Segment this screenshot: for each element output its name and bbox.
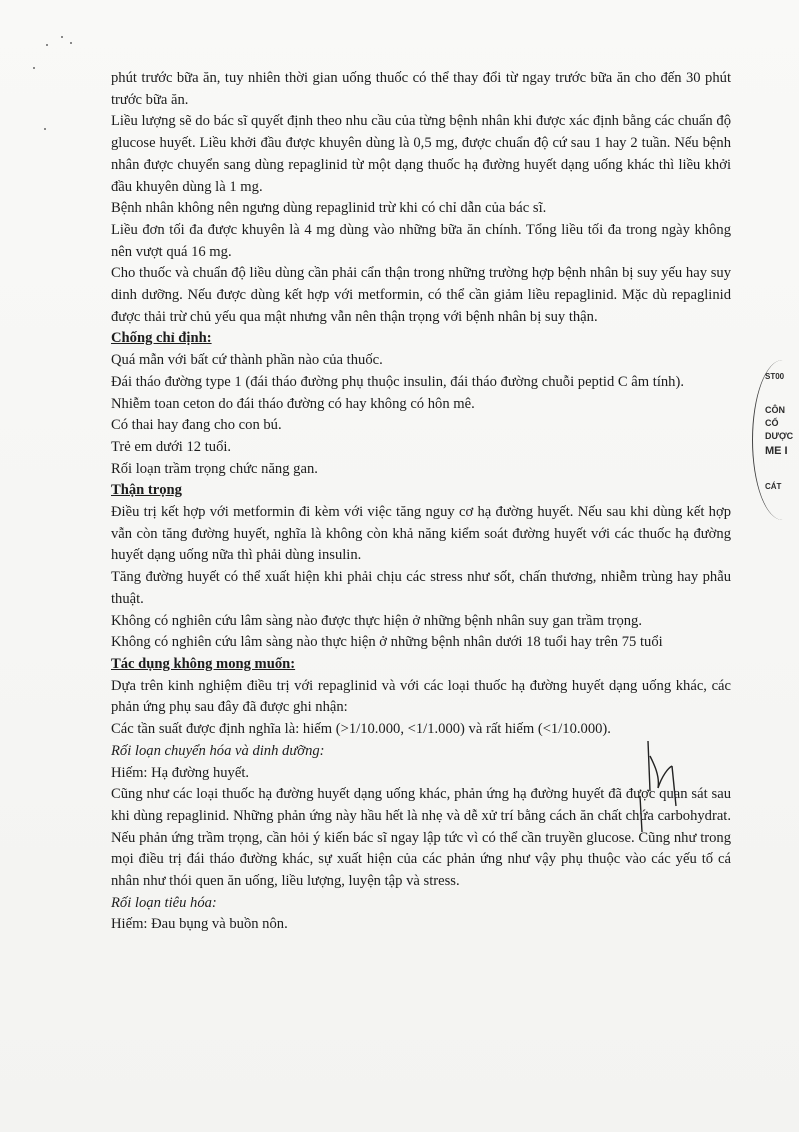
signature-mark (620, 736, 700, 836)
list-item: Trẻ em dưới 12 tuổi. (111, 438, 232, 455)
section-heading-side-effects: Tác dụng không mong muốn: (111, 655, 296, 672)
paragraph: Dựa trên kinh nghiệm điều trị với repaglinid và với các loại thuốc hạ đường huyết dạng uống khác, các phản ứng phụ sau đây đã được ghi nhận: (111, 677, 731, 716)
stamp-text: DƯỢC (765, 431, 794, 441)
paragraph: Hiếm: Hạ đường huyết. (111, 764, 250, 781)
paragraph: Cho thuốc và chuẩn độ liều dùng cần phải cẩn thận trong những trường hợp bệnh nhân bị suy yếu hay suy dinh dưỡng. Nếu được dùng kết hợp với metformin, có thể cần giảm liều repaglinid. Mặc dù repaglinid được thải trừ chủ yếu qua mật nhưng vẫn nên thận trọng với bệnh nhân bị suy thận. (111, 265, 731, 325)
stamp-text: CÔN (765, 405, 785, 415)
section-heading-contraindications: Chống chỉ định: (111, 330, 212, 347)
subheading-digestive: Rối loạn tiêu hóa: (111, 894, 217, 911)
paragraph: Điều trị kết hợp với metformin đi kèm với việc tăng nguy cơ hạ đường huyết. Nếu sau khi dùng kết hợp vẫn còn tăng đường huyết, nghĩa là không còn khả năng kiểm soát đường huyết với các thuốc hạ đường huyết dạng uống nữa thì phải dùng insulin. (111, 504, 731, 564)
paragraph: Không có nghiên cứu lâm sàng nào thực hiện ở những bệnh nhân dưới 18 tuổi hay trên 75 tuổi (111, 634, 663, 651)
list-item: Quá mẫn với bất cứ thành phần nào của thuốc. (111, 352, 383, 369)
subheading-metabolism: Rối loạn chuyển hóa và dinh dưỡng: (111, 742, 325, 759)
paragraph: Cũng như các loại thuốc hạ đường huyết dạng uống khác, phản ứng hạ đường huyết đã được quan sát sau khi dùng repaglinid. Những phản ứng này hầu hết là nhẹ và dễ xử trí bằng cách ăn chất chứa carbohydrat. Nếu phản ứng trầm trọng, cần hỏi ý kiến bác sĩ ngay lập tức vì có thể cần truyền glucose. Cũng như trong mọi điều trị đái tháo đường khác, sự xuất hiện của các phản ứng như vậy phụ thuộc vào các yếu tố cá nhân như thói quen ăn uống, liều lượng, luyện tập và stress. (111, 786, 731, 890)
stamp-text: ME I (765, 445, 788, 457)
paragraph: phút trước bữa ăn, tuy nhiên thời gian uống thuốc có thể thay đổi từ ngay trước bữa ăn cho đến 30 phút trước bữa ăn. (111, 70, 731, 108)
section-heading-precautions: Thận trọng (111, 482, 182, 499)
list-item: Rối loạn trầm trọng chức năng gan. (111, 460, 318, 477)
list-item: Có thai hay đang cho con bú. (111, 417, 282, 434)
paragraph: Tăng đường huyết có thể xuất hiện khi phải chịu các stress như sốt, chấn thương, nhiễm trùng hay phẫu thuật. (111, 569, 731, 607)
company-stamp-fragment (752, 360, 799, 520)
list-item: Đái tháo đường type 1 (đái tháo đường phụ thuộc insulin, đái tháo đường chuỗi peptid C âm tính). (111, 373, 684, 390)
paragraph: Hiếm: Đau bụng và buồn nôn. (111, 916, 288, 933)
stamp-text: CỔ (765, 418, 779, 428)
stamp-text: ST00 (765, 372, 785, 381)
paragraph: Liều đơn tối đa được khuyên là 4 mg dùng vào những bữa ăn chính. Tổng liều tối đa trong ngày không nên vượt quá 16 mg. (111, 221, 731, 260)
stamp-text: CÁT (765, 482, 782, 491)
paragraph: Liều lượng sẽ do bác sĩ quyết định theo nhu cầu của từng bệnh nhân khi được xác định bằng các chuẩn độ glucose huyết. Liều khởi đầu được khuyên dùng là 0,5 mg, được chuẩn độ cứ sau 1 hay 2 tuần. Nếu bệnh nhân được chuyển sang dùng repaglinid từ một dạng thuốc hạ đường huyết dạng uống khác thì liều khởi đầu khuyên dùng là 1 mg. (111, 113, 731, 195)
paragraph: Không có nghiên cứu lâm sàng nào được thực hiện ở những bệnh nhân suy gan trầm trọng. (111, 612, 642, 629)
paragraph: Bệnh nhân không nên ngưng dùng repaglinid trừ khi có chỉ dẫn của bác sĩ. (111, 200, 547, 217)
list-item: Nhiễm toan ceton do đái tháo đường có hay không có hôn mê. (111, 395, 475, 412)
paragraph: Các tần suất được định nghĩa là: hiếm (>1/10.000, <1/1.000) và rất hiếm (<1/10.000). (111, 721, 611, 738)
